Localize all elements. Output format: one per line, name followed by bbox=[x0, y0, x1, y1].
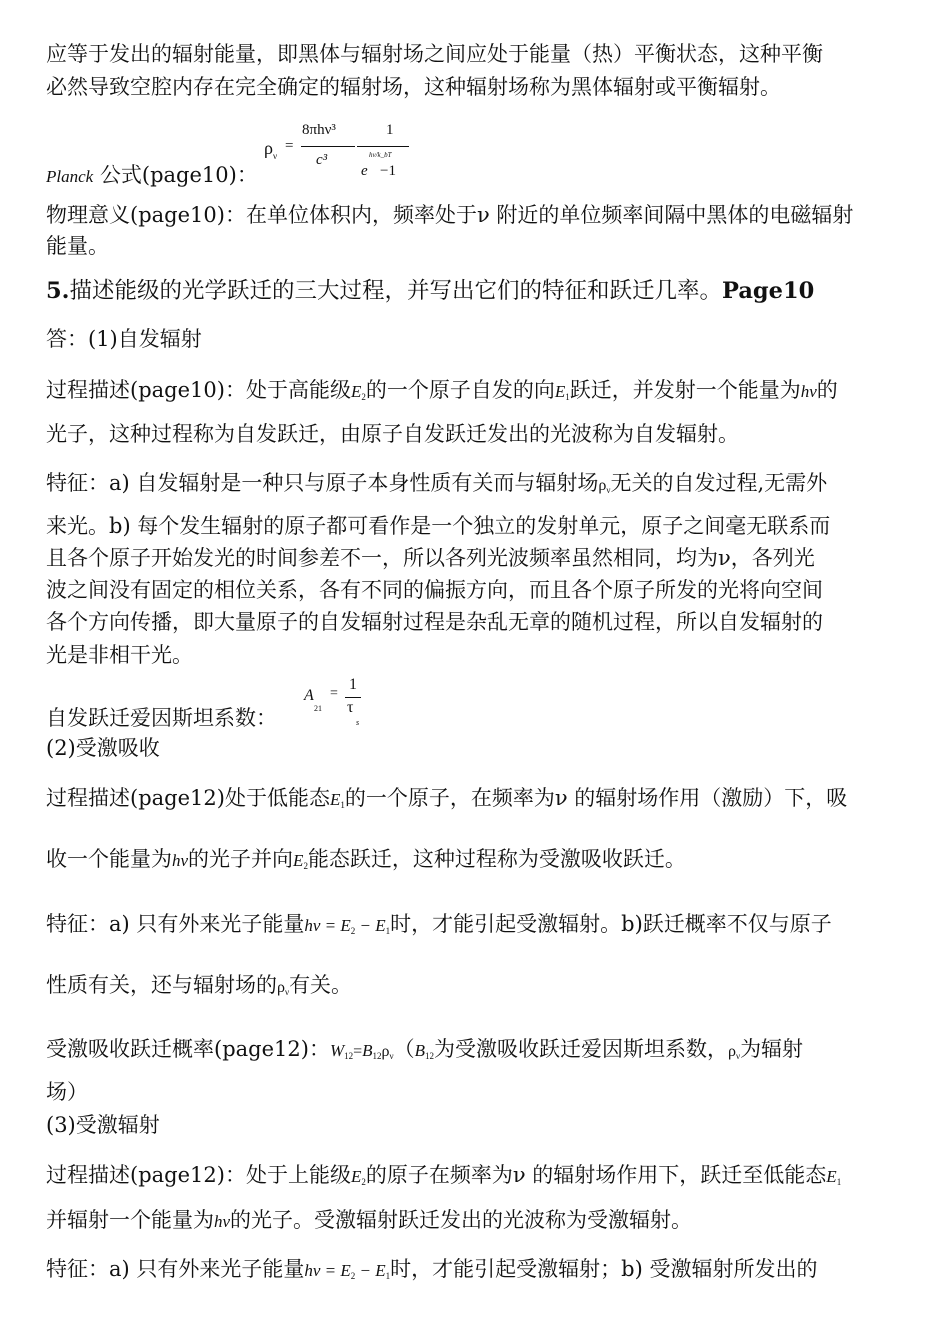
planck-label bbox=[46, 159, 906, 193]
planck-minus-one: −1 bbox=[380, 163, 396, 179]
math-E: E bbox=[329, 790, 341, 809]
paragraph-line: 并辐射一个能量为hν的光子。受激辐射跃迁发出的光波称为受激辐射。 bbox=[46, 1208, 693, 1232]
math-energy-condition: hν = E bbox=[304, 916, 351, 935]
planck-equals: = bbox=[285, 138, 294, 154]
math-rho: ρ bbox=[598, 477, 607, 494]
planck-numerator-1: 8πhν³ bbox=[302, 122, 336, 138]
question-text: 描述能级的光学跃迁的三大过程，并写出它们的特征和跃迁几率。 bbox=[69, 278, 723, 304]
math-h-nu: hν bbox=[172, 851, 189, 870]
paragraph-line: 受激吸收跃迁概率(page12)：$W_{12}=B_{12}\rho_\nu(B_{12}$为受激吸收跃迁爱因斯坦系数，$\rho_\nu$为辐射 bbox=[46, 1037, 804, 1061]
planck-exp-base: e bbox=[361, 163, 368, 179]
planck-rho-sub: ν bbox=[273, 151, 278, 161]
planck-name: Planck bbox=[46, 167, 94, 186]
question-heading bbox=[46, 274, 906, 308]
answer-heading: (2)受激吸收 bbox=[46, 736, 160, 760]
math-energy-condition: hν = E bbox=[304, 1261, 351, 1280]
question-number: 5. bbox=[46, 278, 70, 304]
paragraph-line: 来光。b) 每个发生辐射的原子都可看作是一个独立的发射单元，原子之间毫无联系而 bbox=[46, 514, 831, 538]
planck-suffix: 公式(page10)： bbox=[93, 163, 258, 187]
paragraph-line: 特征：a) 自发辐射是一种只与原子本身性质有关而与辐射场$\rho_\nu$无关的自发过程,无需外 bbox=[46, 471, 828, 495]
math-E: E bbox=[826, 1167, 837, 1186]
planck-fraction-line-2 bbox=[357, 146, 409, 147]
paragraph-line: 性质有关，还与辐射场的$\rho_\nu$有关。 bbox=[46, 973, 353, 997]
paragraph-line: 特征：a) 只有外来光子能量$h\nu = E_2 - E_1$时，才能引起受激辐射；b) 受激辐射所发出的 bbox=[46, 1257, 818, 1281]
paragraph-line: 应等于发出的辐射能量，即黑体与辐射场之间应处于能量（热）平衡状态，这种平衡 bbox=[46, 42, 823, 66]
math-rho: ρ bbox=[728, 1043, 736, 1060]
planck-fraction-line-1 bbox=[301, 146, 355, 147]
planck-rho: ρ bbox=[264, 138, 273, 158]
paragraph-line: 场） bbox=[46, 1080, 88, 1104]
planck-exponent: hν/k_bT bbox=[369, 151, 392, 159]
paragraph-line: 能量。 bbox=[46, 234, 109, 258]
question-page: Page10 bbox=[722, 278, 815, 304]
math-rho: ρ bbox=[277, 979, 285, 996]
einstein-a-formula: A 21 = 1 τ s bbox=[304, 676, 360, 727]
paragraph-line: 收一个能量为hν的光子并向$E_2$能态跃迁，这种过程称为受激吸收跃迁。 bbox=[46, 847, 686, 871]
answer-heading: (3)受激辐射 bbox=[46, 1113, 160, 1137]
paragraph-line: 光子，这种过程称为自发跃迁，由原子自发跃迁发出的光波称为自发辐射。 bbox=[46, 422, 739, 446]
math-h-nu: hν bbox=[800, 382, 817, 401]
planck-denominator-1: c³ bbox=[316, 152, 328, 168]
planck-formula bbox=[258, 118, 418, 188]
math-E: E bbox=[293, 851, 304, 870]
math-B12: B bbox=[414, 1041, 425, 1060]
paragraph-line: 波之间没有固定的相位关系，各有不同的偏振方向，而且各个原子所发的光将向空间 bbox=[46, 578, 823, 602]
paragraph-line: 物理意义(page10)：在单位体积内，频率处于ν 附近的单位频率间隔中黑体的电磁辐射 bbox=[46, 203, 854, 227]
paragraph-line: 光是非相干光。 bbox=[46, 643, 193, 667]
paragraph-line: 过程描述(page10)：处于高能级$E_2$的一个原子自发的向$E_1$跃迁，并发射一个能量为hν的 bbox=[46, 378, 838, 402]
math-E: E bbox=[350, 382, 362, 401]
paragraph-line: 且各个原子开始发光的时间参差不一，所以各列光波频率虽然相同，均为ν，各列光 bbox=[46, 546, 815, 570]
paragraph-line: 必然导致空腔内存在完全确定的辐射场，这种辐射场称为黑体辐射或平衡辐射。 bbox=[46, 75, 781, 99]
paragraph-line: 过程描述(page12)处于低能态$E_1$的一个原子，在频率为ν 的辐射场作用（激励）下，吸 bbox=[46, 786, 848, 810]
math-h-nu: hν bbox=[214, 1212, 231, 1231]
answer-heading: 答：(1)自发辐射 bbox=[46, 327, 202, 351]
paragraph-line: 自发跃迁爱因斯坦系数： bbox=[46, 706, 277, 730]
math-E: E bbox=[350, 1167, 362, 1186]
planck-numerator-2: 1 bbox=[386, 122, 394, 138]
paragraph-line: 特征：a) 只有外来光子能量$h\nu = E_2 - E_1$时，才能引起受激辐射。b)跃迁概率不仅与原子 bbox=[46, 912, 832, 936]
paragraph-line: 各个方向传播，即大量原子的自发辐射过程是杂乱无章的随机过程，所以自发辐射的 bbox=[46, 610, 823, 634]
paragraph-line: 过程描述(page12)：处于上能级$E_2$的原子在频率为ν 的辐射场作用下，跃迁至低能态$E_1$ bbox=[46, 1163, 842, 1187]
math-W12: W bbox=[329, 1041, 345, 1060]
math-E: E bbox=[554, 382, 566, 401]
